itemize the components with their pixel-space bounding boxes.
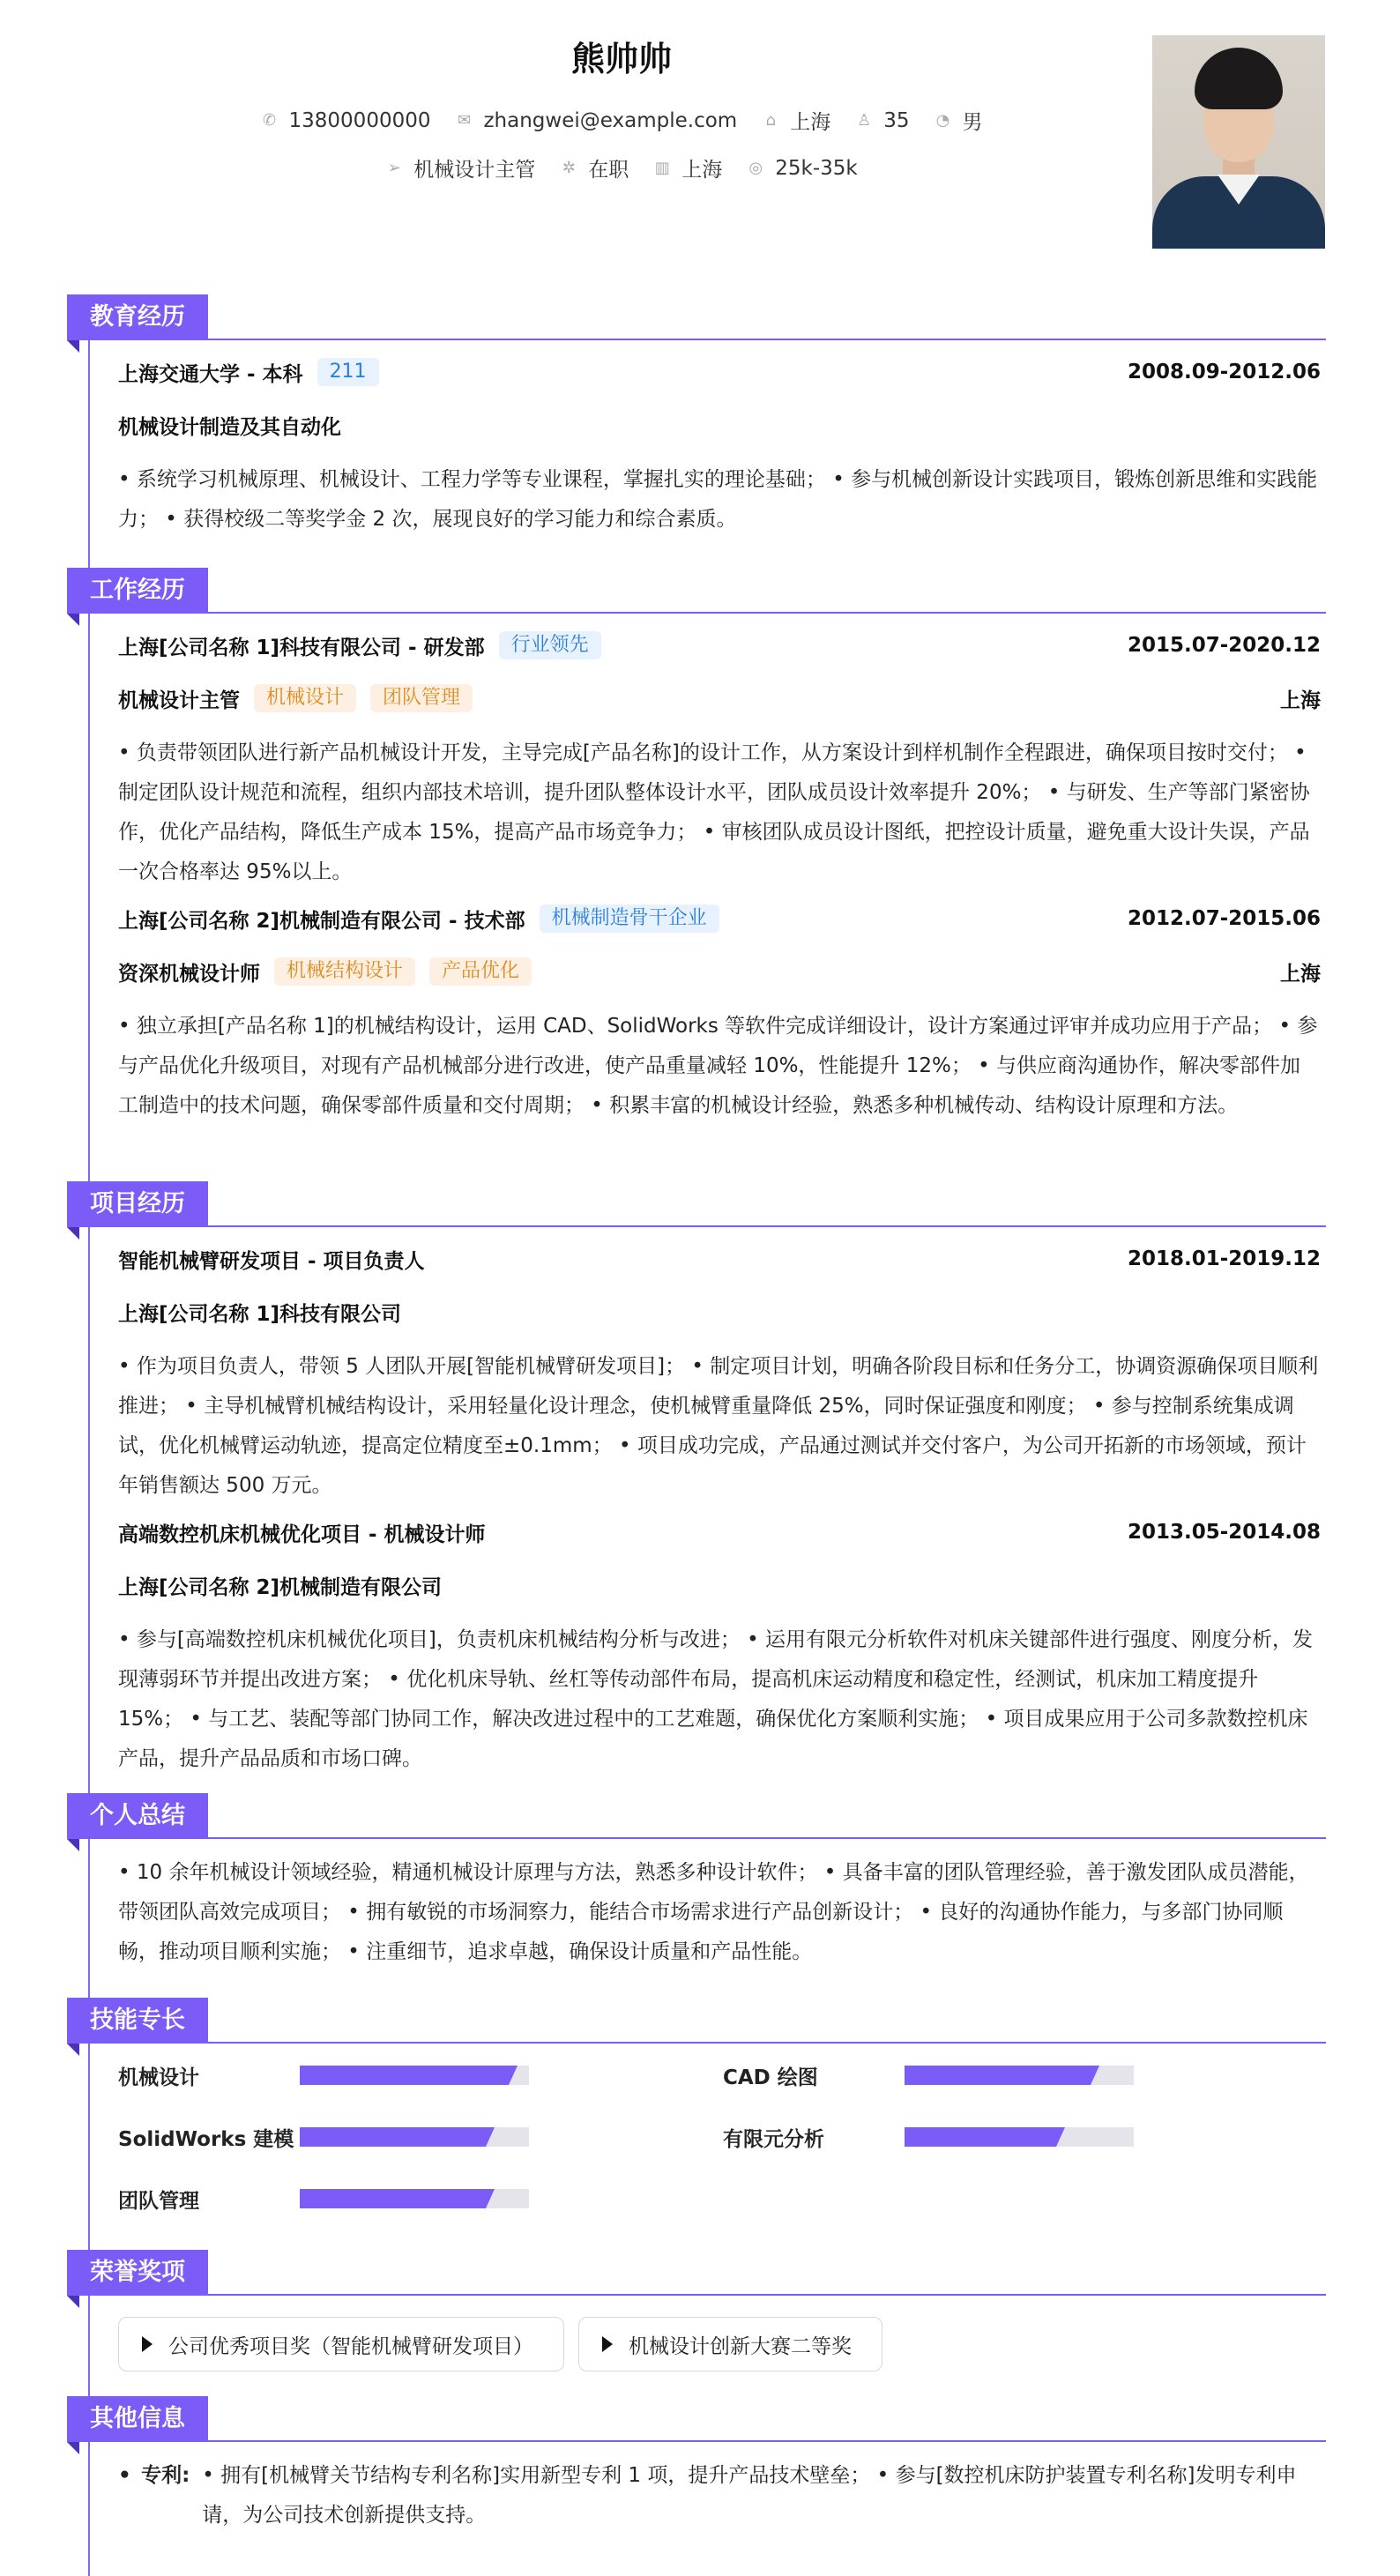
skill-bar-fill <box>300 2066 509 2085</box>
awards-list <box>67 2301 1326 2371</box>
resume-header <box>0 0 1400 282</box>
work-desc: • 独立承担[产品名称 1]的机械结构设计，运用 CAD、SolidWorks 等软件完成详细设计，设计方案通过评审并成功应用于产品； • 参与产品优化升级项目，对现有产品机械部分进行改进，使产品重量减轻 10%，性能提升 12%； • 与供应商沟通协作，解决零部件加工制造中的技术问题，确保零部件质量和交付周期； • 积累丰富的机械设计经验，熟悉多种机械传动、结构设计原理和方法。 <box>118 1015 1318 1117</box>
skill-bar <box>905 2066 1134 2085</box>
role-name: 资深机械设计师 <box>118 962 260 986</box>
education-date: 2008.09-2012.06 <box>1127 361 1321 383</box>
work-date: 2015.07-2020.12 <box>1127 634 1321 657</box>
section-title-work: 工作经历 <box>67 568 208 614</box>
triangle-icon <box>602 2336 613 2352</box>
award-item <box>118 2317 564 2371</box>
award-label: 机械设计创新大赛二等奖 <box>629 2334 852 2358</box>
skill-bar-fill <box>300 2189 486 2208</box>
skills-section <box>67 1998 1326 2218</box>
project-entry <box>67 1232 1326 1506</box>
skill-name: 有限元分析 <box>723 2127 824 2151</box>
school-name: 上海交通大学 - 本科 <box>118 362 303 386</box>
skill-name: CAD 绘图 <box>723 2066 818 2089</box>
project-entry <box>67 1506 1326 1784</box>
skill-bar <box>300 2127 529 2147</box>
summary-entry <box>67 1844 1326 1977</box>
role-tag: 机械结构设计 <box>274 957 415 986</box>
phone-item <box>261 109 431 132</box>
role-tag: 团队管理 <box>370 684 473 712</box>
salary-text: 25k-35k <box>775 156 858 180</box>
education-desc: • 系统学习机械原理、机械设计、工程力学等专业课程，掌握扎实的理论基础； • 参与机械创新设计实践项目，锻炼创新思维和实践能力； • 获得校级二等奖学金 2 次，展现良好的学习能力和综合素质。 <box>118 468 1318 531</box>
candidate-name: 熊帅帅 <box>570 40 672 78</box>
location-item <box>762 106 830 135</box>
project-company: 上海[公司名称 2]机械制造有限公司 <box>118 1575 443 1599</box>
send-icon: ➢ <box>387 158 401 177</box>
summary-section <box>67 1793 1326 1977</box>
home-icon: ⌂ <box>765 110 776 130</box>
awards-section <box>67 2250 1326 2371</box>
projects-section <box>67 1181 1326 1784</box>
target-city-item <box>653 153 722 182</box>
section-title-summary: 个人总结 <box>67 1793 208 1839</box>
company-tag: 行业领先 <box>499 631 601 659</box>
project-desc: • 作为项目负责人，带领 5 人团队开展[智能机械臂研发项目]； • 制定项目计划，明确各阶段目标和任务分工，协调资源确保项目顺利推进； • 主导机械臂机械结构设计，采用轻量化设计理念，使机械臂重量降低 25%，同时保证强度和刚度； • 参与控制系统集成调试，优化机械臂运动轨迹，提高定位精度至±0.1mm； • 项目成功完成，产品通过测试并交付客户，为公司开拓新的市场领域，预计年销售额达 500 万元。 <box>118 1355 1319 1497</box>
skill-bar <box>300 2066 529 2085</box>
role-name: 机械设计主管 <box>118 689 240 712</box>
section-title-skills: 技能专长 <box>67 1998 208 2044</box>
summary-desc: • 10 余年机械设计领域经验，精通机械设计原理与方法，熟悉多种设计软件； • 具备丰富的团队管理经验，善于激发团队成员潜能，带领团队高效完成项目； • 拥有敏锐的市场洞察力，能结合市场需求进行产品创新设计； • 良好的沟通协作能力，与多部门协同顺畅，推动项目顺利实施； • 注重细节，追求卓越，确保设计质量和产品性能。 <box>118 1861 1309 1963</box>
skills-grid <box>67 2049 1326 2218</box>
skill-item <box>118 2118 723 2156</box>
skill-name: SolidWorks 建模 <box>118 2127 294 2151</box>
other-text: • 拥有[机械臂关节结构专利名称]实用新型专利 1 项，提升产品技术壁垒； • 参与[数控机床防护装置专利名称]发明专利申请，为公司技术创新提供支持。 <box>202 2464 1297 2527</box>
age-text: 35 <box>883 108 910 132</box>
target-city-text: 上海 <box>681 159 723 182</box>
email-text: zhangwei@example.com <box>483 108 738 132</box>
role-tag: 机械设计 <box>254 684 356 712</box>
skill-name: 机械设计 <box>118 2066 199 2089</box>
work-entry <box>67 619 1326 892</box>
skill-item <box>118 2179 723 2218</box>
work-entry <box>67 892 1326 1131</box>
school-tag: 211 <box>317 358 379 386</box>
gender-text: 男 <box>962 111 983 134</box>
age-item <box>855 109 909 132</box>
work-date: 2012.07-2015.06 <box>1127 907 1321 930</box>
contact-row <box>0 106 1243 135</box>
job-title-text: 机械设计主管 <box>413 159 536 182</box>
mail-icon: ✉ <box>457 110 472 130</box>
education-entry <box>67 346 1326 545</box>
building-icon: ▥ <box>654 158 670 177</box>
skill-bar-fill <box>905 2127 1056 2147</box>
skill-item <box>723 2118 1328 2156</box>
status-text: 在职 <box>588 159 629 182</box>
work-city: 上海 <box>1280 689 1321 712</box>
phone-icon: ✆ <box>262 110 277 130</box>
project-title: 智能机械臂研发项目 - 项目负责人 <box>118 1249 425 1273</box>
location-text: 上海 <box>790 111 831 134</box>
project-date: 2018.01-2019.12 <box>1127 1247 1321 1270</box>
education-section <box>67 294 1326 545</box>
email-item <box>455 109 737 132</box>
company-tag: 机械制造骨干企业 <box>540 905 719 933</box>
other-section <box>67 2396 1326 2535</box>
skill-item <box>723 2056 1328 2095</box>
award-label: 公司优秀项目奖（智能机械臂研发项目） <box>168 2334 533 2358</box>
project-date: 2013.05-2014.08 <box>1127 1521 1321 1544</box>
bullet-icon: • <box>118 2464 131 2487</box>
skill-name: 团队管理 <box>118 2189 199 2213</box>
work-desc: • 负责带领团队进行新产品机械设计开发，主导完成[产品名称]的设计工作，从方案设计到样机制作全程跟进，确保项目按时交付； • 制定团队设计规范和流程，组织内部技术培训，提升团队整体设计水平，团队成员设计效率提升 20%； • 与研发、生产等部门紧密协作，优化产品结构，降低生产成本 15%，提高产品市场竞争力； • 审核团队成员设计图纸，把控设计质量，避免重大设计失误，产品一次合格率达 95%以上。 <box>118 741 1310 883</box>
skill-bar-fill <box>905 2066 1091 2085</box>
project-desc: • 参与[高端数控机床机械优化项目]，负责机床机械结构分析与改进； • 运用有限元分析软件对机床关键部件进行强度、刚度分析，发现薄弱环节并提出改进方案； • 优化机床导轨、丝杠等传动部件布局，提高机床运动精度和稳定性，经测试，机床加工精度提升 15%； • 与工艺、装配等部门协同工作，解决改进过程中的工艺难题，确保优化方案顺利实施； • 项目成果应用于公司多款数控机床产品，提升产品品质和市场口碑。 <box>118 1628 1314 1770</box>
work-city: 上海 <box>1280 962 1321 986</box>
award-item <box>578 2317 882 2371</box>
project-title: 高端数控机床机械优化项目 - 机械设计师 <box>118 1523 486 1546</box>
work-section <box>67 568 1326 1131</box>
coin-icon: ◎ <box>748 158 763 177</box>
section-title-other: 其他信息 <box>67 2396 208 2442</box>
phone-text: 13800000000 <box>288 108 431 132</box>
other-item <box>67 2447 1326 2535</box>
company-name: 上海[公司名称 2]机械制造有限公司 - 技术部 <box>118 909 525 933</box>
skill-bar <box>905 2127 1134 2147</box>
company-name: 上海[公司名称 1]科技有限公司 - 研发部 <box>118 636 485 659</box>
section-title-projects: 项目经历 <box>67 1181 208 1227</box>
section-title-awards: 荣誉奖项 <box>67 2250 208 2296</box>
cake-icon: ♙ <box>857 110 872 130</box>
section-title-education: 教育经历 <box>67 294 208 340</box>
gender-icon: ◔ <box>935 110 950 130</box>
triangle-icon <box>142 2336 153 2352</box>
status-icon: ✲ <box>562 158 576 177</box>
status-item <box>560 153 629 182</box>
major-name: 机械设计制造及其自动化 <box>118 415 341 439</box>
skill-bar <box>300 2189 529 2208</box>
profile-photo <box>1152 35 1325 249</box>
role-tag: 产品优化 <box>429 957 532 986</box>
gender-item <box>934 106 982 135</box>
project-company: 上海[公司名称 1]科技有限公司 <box>118 1302 402 1326</box>
skill-bar-fill <box>300 2127 486 2147</box>
other-label: 专利: <box>141 2464 190 2487</box>
salary-item <box>747 157 857 180</box>
job-intent-row <box>0 153 1243 182</box>
skill-item <box>118 2056 723 2095</box>
job-title-item <box>385 153 535 182</box>
